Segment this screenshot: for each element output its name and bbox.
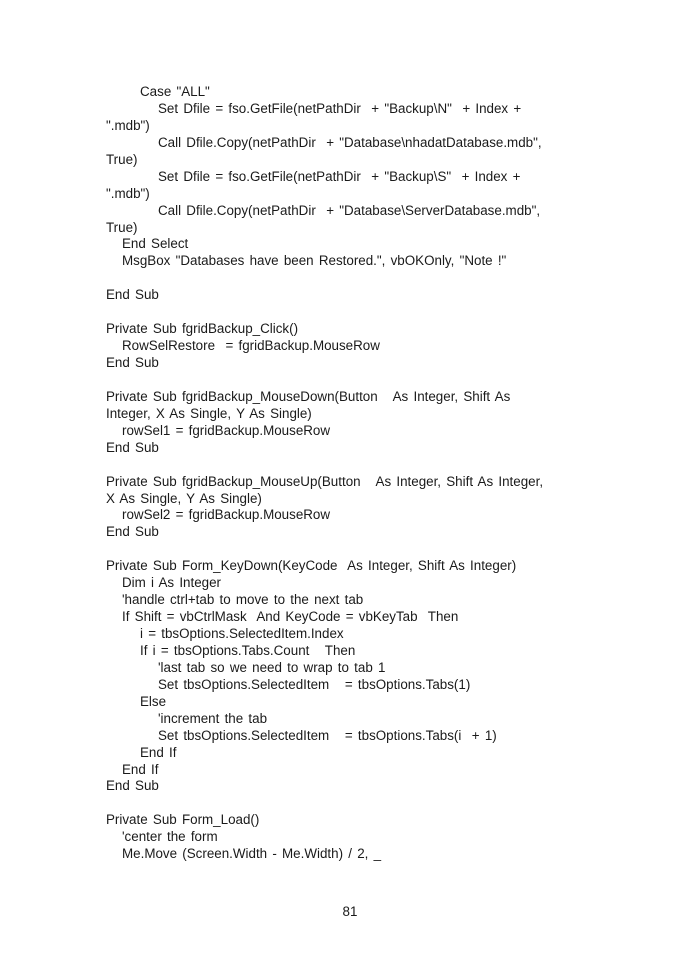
code-line: True) — [106, 219, 138, 235]
code-line: Me.Move (Screen.Width - Me.Width) / 2, _ — [122, 846, 382, 862]
code-line: Set tbsOptions.SelectedItem = tbsOptions.Tabs(i + 1) — [158, 727, 497, 743]
code-line: i = tbsOptions.SelectedItem.Index — [140, 626, 344, 641]
blank-line — [106, 457, 606, 474]
code-line: Call Dfile.Copy(netPathDir + "Database\ServerDatabase.mdb", — [158, 202, 541, 218]
code-line: End Sub — [106, 287, 159, 303]
code-line: Else — [140, 693, 167, 709]
code-line: Private Sub Form_Load() — [106, 812, 260, 828]
code-line: If Shift = vbCtrlMask And KeyCode = vbKeyTab Then — [122, 609, 459, 625]
code-line: End Sub — [106, 439, 159, 455]
code-line: 'handle ctrl+tab to move to the next tab — [122, 592, 364, 608]
code-line: Private Sub fgridBackup_Click() — [106, 321, 299, 337]
code-line: 'increment the tab — [158, 710, 268, 726]
page-number: 81 — [342, 904, 358, 919]
code-line: rowSel2 = fgridBackup.MouseRow — [122, 507, 331, 523]
code-line: True) — [106, 151, 138, 167]
code-line: End If — [140, 744, 177, 760]
code-line: End If — [122, 761, 159, 777]
code-line: 'center the form — [122, 829, 218, 845]
blank-line — [106, 270, 606, 287]
blank-line — [106, 304, 606, 321]
code-line: End Select — [122, 236, 189, 252]
blank-line — [106, 372, 606, 389]
code-line: rowSel1 = fgridBackup.MouseRow — [122, 422, 331, 438]
code-line: Private Sub Form_KeyDown(KeyCode As Integer, Shift As Integer) — [106, 558, 517, 574]
code-line: ".mdb") — [106, 117, 150, 133]
code-line: End Sub — [106, 778, 159, 794]
code-line: If i = tbsOptions.Tabs.Count Then — [140, 642, 356, 658]
code-line: Call Dfile.Copy(netPathDir + "Database\nhadatDatabase.mdb", — [158, 134, 542, 150]
code-line: Set Dfile = fso.GetFile(netPathDir + "Backup\N" + Index + — [158, 100, 522, 116]
code-line: Case "ALL" — [140, 84, 210, 99]
code-line: MsgBox "Databases have been Restored.", vbOKOnly, "Note !" — [122, 253, 507, 269]
code-line: Integer, X As Single, Y As Single) — [106, 405, 312, 421]
code-line: ".mdb") — [106, 185, 150, 201]
code-line: Set Dfile = fso.GetFile(netPathDir + "Backup\S" + Index + — [158, 168, 521, 184]
code-line: 'last tab so we need to wrap to tab 1 — [158, 659, 386, 675]
blank-line — [106, 795, 606, 812]
code-line: End Sub — [106, 524, 159, 540]
code-line: X As Single, Y As Single) — [106, 490, 262, 506]
code-line: End Sub — [106, 355, 159, 370]
code-line: Private Sub fgridBackup_MouseUp(Button As Integer, Shift As Integer, — [106, 473, 544, 489]
blank-line — [106, 541, 606, 558]
code-line: Dim i As Integer — [122, 575, 222, 591]
code-line: Private Sub fgridBackup_MouseDown(Button As Integer, Shift As — [106, 388, 511, 404]
code-listing — [106, 84, 606, 863]
code-line: Set tbsOptions.SelectedItem = tbsOptions.Tabs(1) — [158, 676, 471, 692]
code-line: RowSelRestore = fgridBackup.MouseRow — [122, 338, 380, 354]
